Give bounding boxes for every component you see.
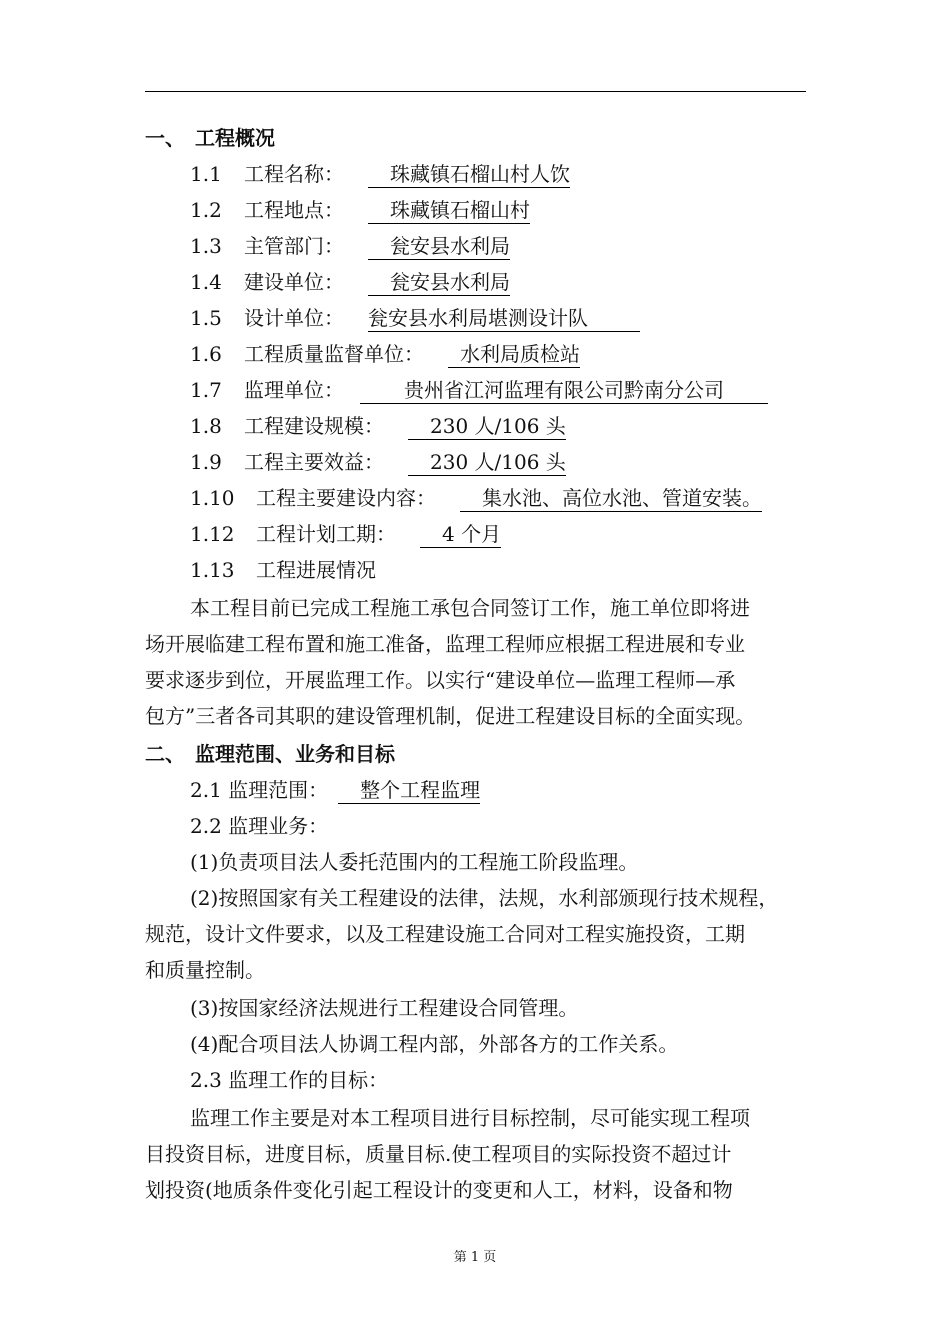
item-label: 工程地点： xyxy=(244,198,344,222)
item-1-9 xyxy=(190,450,566,476)
item-value: 4 个月 xyxy=(420,522,501,548)
item-label: 工程计划工期： xyxy=(256,522,396,546)
item-value: 集水池、高位水池、管道安装。 xyxy=(460,486,762,512)
goal-line: 划投资(地质条件变化引起工程设计的变更和人工，材料，设备和物 xyxy=(145,1178,733,1202)
business-line: (4)配合项目法人协调工程内部，外部各方的工作关系。 xyxy=(190,1032,679,1056)
section-2-title: 二、 监理范围、业务和目标 xyxy=(145,742,395,766)
goal-line: 监理工作主要是对本工程项目进行目标控制，尽可能实现工程项 xyxy=(190,1106,750,1130)
item-value: 瓮安县水利局 xyxy=(368,270,510,296)
scope-line xyxy=(190,778,480,804)
item-1-2 xyxy=(190,198,530,224)
item-number: 1.12 xyxy=(190,522,235,546)
item-number: 1.9 xyxy=(190,450,222,474)
goal-line: 目投资目标，进度目标，质量目标.使工程项目的实际投资不超过计 xyxy=(145,1142,732,1166)
paragraph-line: 本工程目前已完成工程施工承包合同签订工作，施工单位即将进 xyxy=(190,596,750,620)
scope-value: 整个工程监理 xyxy=(338,778,480,804)
item-value: 珠藏镇石榴山村 xyxy=(368,198,530,224)
item-1-10 xyxy=(190,486,762,512)
item-label: 监理单位： xyxy=(244,378,344,402)
item-1-5 xyxy=(190,306,640,332)
item-number: 1.7 xyxy=(190,378,222,402)
item-label: 建设单位： xyxy=(244,270,344,294)
item-label: 工程建设规模： xyxy=(244,414,384,438)
item-number: 1.13 xyxy=(190,558,235,582)
item-number: 1.4 xyxy=(190,270,222,294)
item-number: 1.3 xyxy=(190,234,222,258)
item-label: 工程进展情况 xyxy=(256,558,376,582)
item-value: 瓮安县水利局 xyxy=(368,234,510,260)
item-number: 1.6 xyxy=(190,342,222,366)
item-number: 1.2 xyxy=(190,198,222,222)
item-value: 瓮安县水利局堪测设计队 xyxy=(368,306,640,332)
item-1-3 xyxy=(190,234,510,260)
item-1-12 xyxy=(190,522,501,548)
item-value: 230 人/106 头 xyxy=(408,414,566,440)
item-1-1 xyxy=(190,162,570,188)
item-label: 设计单位： xyxy=(244,306,344,330)
business-line: 和质量控制。 xyxy=(145,958,265,982)
item-value: 珠藏镇石榴山村人饮 xyxy=(368,162,570,188)
section-1-title: 一、 工程概况 xyxy=(145,126,275,150)
item-label: 工程主要建设内容： xyxy=(256,486,436,510)
item-1-4 xyxy=(190,270,510,296)
paragraph-line: 包方”三者各司其职的建设管理机制，促进工程建设目标的全面实现。 xyxy=(145,704,756,728)
business-line: (1)负责项目法人委托范围内的工程施工阶段监理。 xyxy=(190,850,639,874)
scope-label: 2.1 监理范围： xyxy=(190,778,329,802)
item-1-7 xyxy=(190,378,768,404)
paragraph-line: 要求逐步到位，开展监理工作。以实行“建设单位—监理工程师—承 xyxy=(145,668,736,692)
item-label: 工程名称： xyxy=(244,162,344,186)
item-label: 工程主要效益： xyxy=(244,450,384,474)
page-number: 第 1 页 xyxy=(453,1250,497,1265)
item-1-8 xyxy=(190,414,566,440)
goal-label: 2.3 监理工作的目标： xyxy=(190,1068,389,1092)
business-line: (2)按照国家有关工程建设的法律，法规，水利部颁现行技术规程， xyxy=(190,886,779,910)
item-label: 工程质量监督单位： xyxy=(244,342,424,366)
business-label: 2.2 监理业务： xyxy=(190,814,329,838)
item-number: 1.8 xyxy=(190,414,222,438)
item-number: 1.1 xyxy=(190,162,222,186)
item-number: 1.5 xyxy=(190,306,222,330)
item-1-6 xyxy=(190,342,580,368)
item-value: 贵州省江河监理有限公司黔南分公司 xyxy=(360,378,768,404)
item-value: 230 人/106 头 xyxy=(408,450,566,476)
paragraph-line: 场开展临建工程布置和施工准备，监理工程师应根据工程进展和专业 xyxy=(145,632,745,656)
item-1-13 xyxy=(190,558,376,582)
item-value: 水利局质检站 xyxy=(448,342,580,368)
business-line: 规范，设计文件要求，以及工程建设施工合同对工程实施投资，工期 xyxy=(145,922,745,946)
business-line: (3)按国家经济法规进行工程建设合同管理。 xyxy=(190,996,579,1020)
item-number: 1.10 xyxy=(190,486,235,510)
item-label: 主管部门： xyxy=(244,234,344,258)
header-rule xyxy=(145,91,806,92)
